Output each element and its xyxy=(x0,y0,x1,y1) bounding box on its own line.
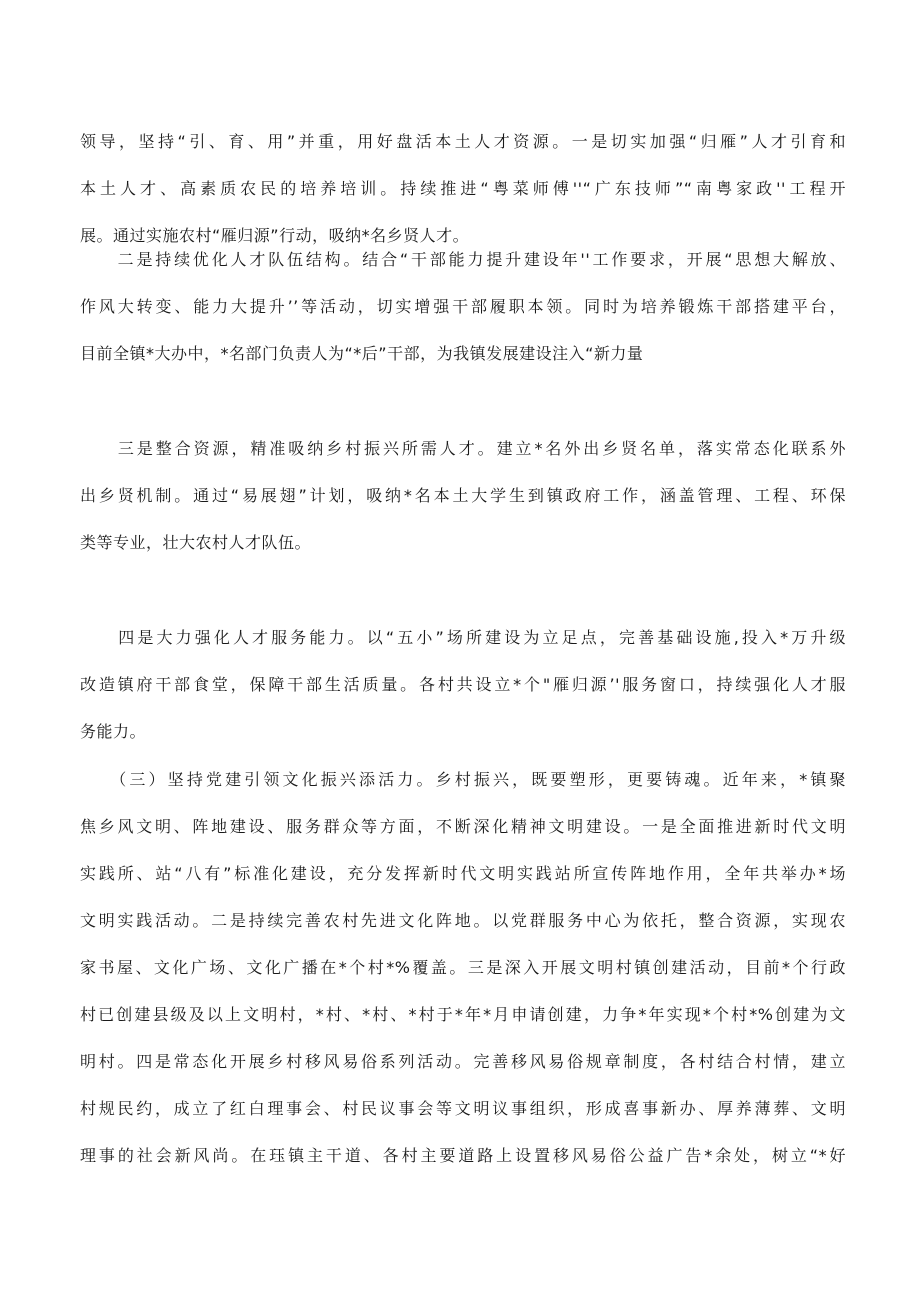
text-line: 展。通过实施农村“雁归源”行动，吸纳*名乡贤人才。 xyxy=(80,226,470,245)
paragraph-cultural-revitalization xyxy=(80,756,846,1179)
text-line: 明村。四是常态化开展乡村移风易俗系列活动。完善移风易俗规章制度，各村结合村情，建立 xyxy=(80,1052,846,1071)
text-line: 领导，坚持“引、育、用”并重，用好盘活本土人才资源。一是切实加强“归雁”人才引育和 xyxy=(80,132,846,151)
text-line: 村规民约，成立了红白理事会、村民议事会等文明议事组织，形成喜事新办、厚养薄葬、文明 xyxy=(80,1099,846,1118)
text-line: 实践所、站“八有”标准化建设，充分发挥新时代文明实践站所宣传阵地作用，全年共举办*场 xyxy=(80,864,846,883)
text-line: 家书屋、文化广场、文化广播在*个村*%覆盖。三是深入开展文明村镇创建活动，目前*个行政 xyxy=(80,958,846,977)
text-line: 目前全镇*大办中，*名部门负责人为“*后”干部，为我镇发展建设注入“新力量 xyxy=(80,344,644,363)
text-line: （三）坚持党建引领文化振兴添活力。乡村振兴，既要塑形，更要铸魂。近年来，*镇聚 xyxy=(80,770,846,789)
text-line: 作风大转变、能力大提升’’等活动，切实增强干部履职本领。同时为培养锻炼干部搭建平台， xyxy=(80,297,846,316)
text-line: 二是持续优化人才队伍结构。结合“干部能力提升建设年''工作要求，开展“思想大解放、 xyxy=(80,250,846,269)
text-line: 焦乡风文明、阵地建设、服务群众等方面，不断深化精神文明建设。一是全面推进新时代文明 xyxy=(80,817,846,836)
paragraph-optimize-structure xyxy=(80,236,846,377)
text-line: 四是大力强化人才服务能力。以“五小”场所建设为立足点，完善基础设施,投入*万升级 xyxy=(80,628,846,647)
paragraph-integrate-resources xyxy=(80,425,846,566)
text-line: 理事的社会新风尚。在珏镇主干道、各村主要道路上设置移风易俗公益广告*余处，树立“*好 xyxy=(80,1146,846,1165)
paragraph-service-capacity xyxy=(80,614,846,755)
text-line: 本土人才、高素质农民的培养培训。持续推进“粤菜师傅''“广东技师”“南粤家政''工程开 xyxy=(80,179,846,198)
text-line: 类等专业，壮大农村人才队伍。 xyxy=(80,533,312,552)
text-line: 出乡贤机制。通过“易展翅”计划，吸纳*名本土大学生到镇政府工作，涵盖管理、工程、环保 xyxy=(80,486,846,505)
text-line: 改造镇府干部食堂，保障干部生活质量。各村共设立*个"雁归源’'服务窗口，持续强化人才服 xyxy=(80,675,846,694)
text-line: 文明实践活动。二是持续完善农村先进文化阵地。以党群服务中心为依托，整合资源，实现农 xyxy=(80,911,846,930)
text-line: 村已创建县级及以上文明村，*村、*村、*村于*年*月申请创建，力争*年实现*个村*%创建为文 xyxy=(80,1005,846,1024)
text-line: 三是整合资源，精准吸纳乡村振兴所需人才。建立*名外出乡贤名单，落实常态化联系外 xyxy=(80,439,846,458)
text-line: 务能力。 xyxy=(80,722,147,741)
